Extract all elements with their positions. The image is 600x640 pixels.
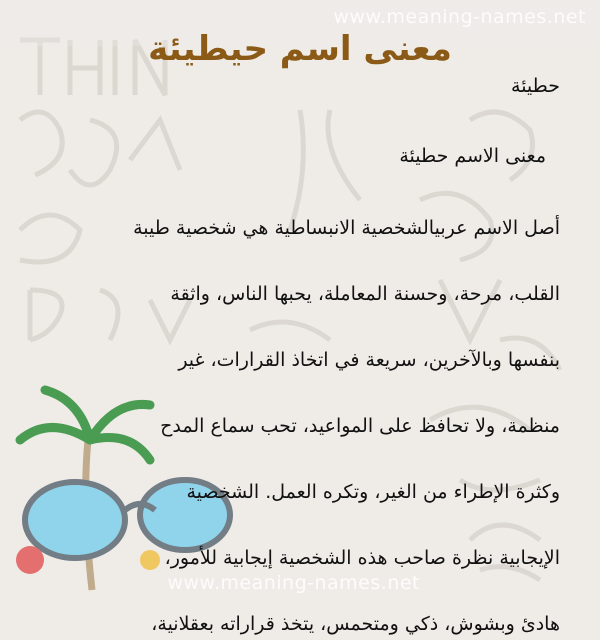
paragraph-line: القلب، مرحة، وحسنة المعاملة، يحبها الناس، واثقة xyxy=(170,283,560,305)
page-title: معنى اسم حيطيئة xyxy=(148,28,452,69)
meaning-paragraph xyxy=(40,212,560,640)
meaning-content xyxy=(40,70,560,640)
name-label: حطيئة xyxy=(511,75,560,97)
paragraph-line: هادئ وبشوش، ذكي ومتحمس، يتخذ قراراته بعقلانية، xyxy=(151,613,560,635)
meaning-subheading: معنى الاسم حطيئة xyxy=(399,145,546,167)
paragraph-line: منظمة، ولا تحافظ على المواعيد، تحب سماع المدح xyxy=(160,415,560,437)
paragraph-line: بنفسها وبالآخرين، سريعة في اتخاذ القرارات، غير xyxy=(178,349,560,371)
watermark-bottom: www.meaning-names.net xyxy=(167,572,420,594)
paragraph-line: أصل الاسم عربيالشخصية الانبساطية هي شخصية طيبة xyxy=(133,217,560,239)
paragraph-line: الإيجابية نظرة صاحب هذه الشخصية إيجابية للأمور، xyxy=(164,547,560,569)
watermark-top: www.meaning-names.net xyxy=(333,6,586,28)
paragraph-line: وكثرة الإطراء من الغير، وتكره العمل. الشخصية xyxy=(186,481,560,503)
